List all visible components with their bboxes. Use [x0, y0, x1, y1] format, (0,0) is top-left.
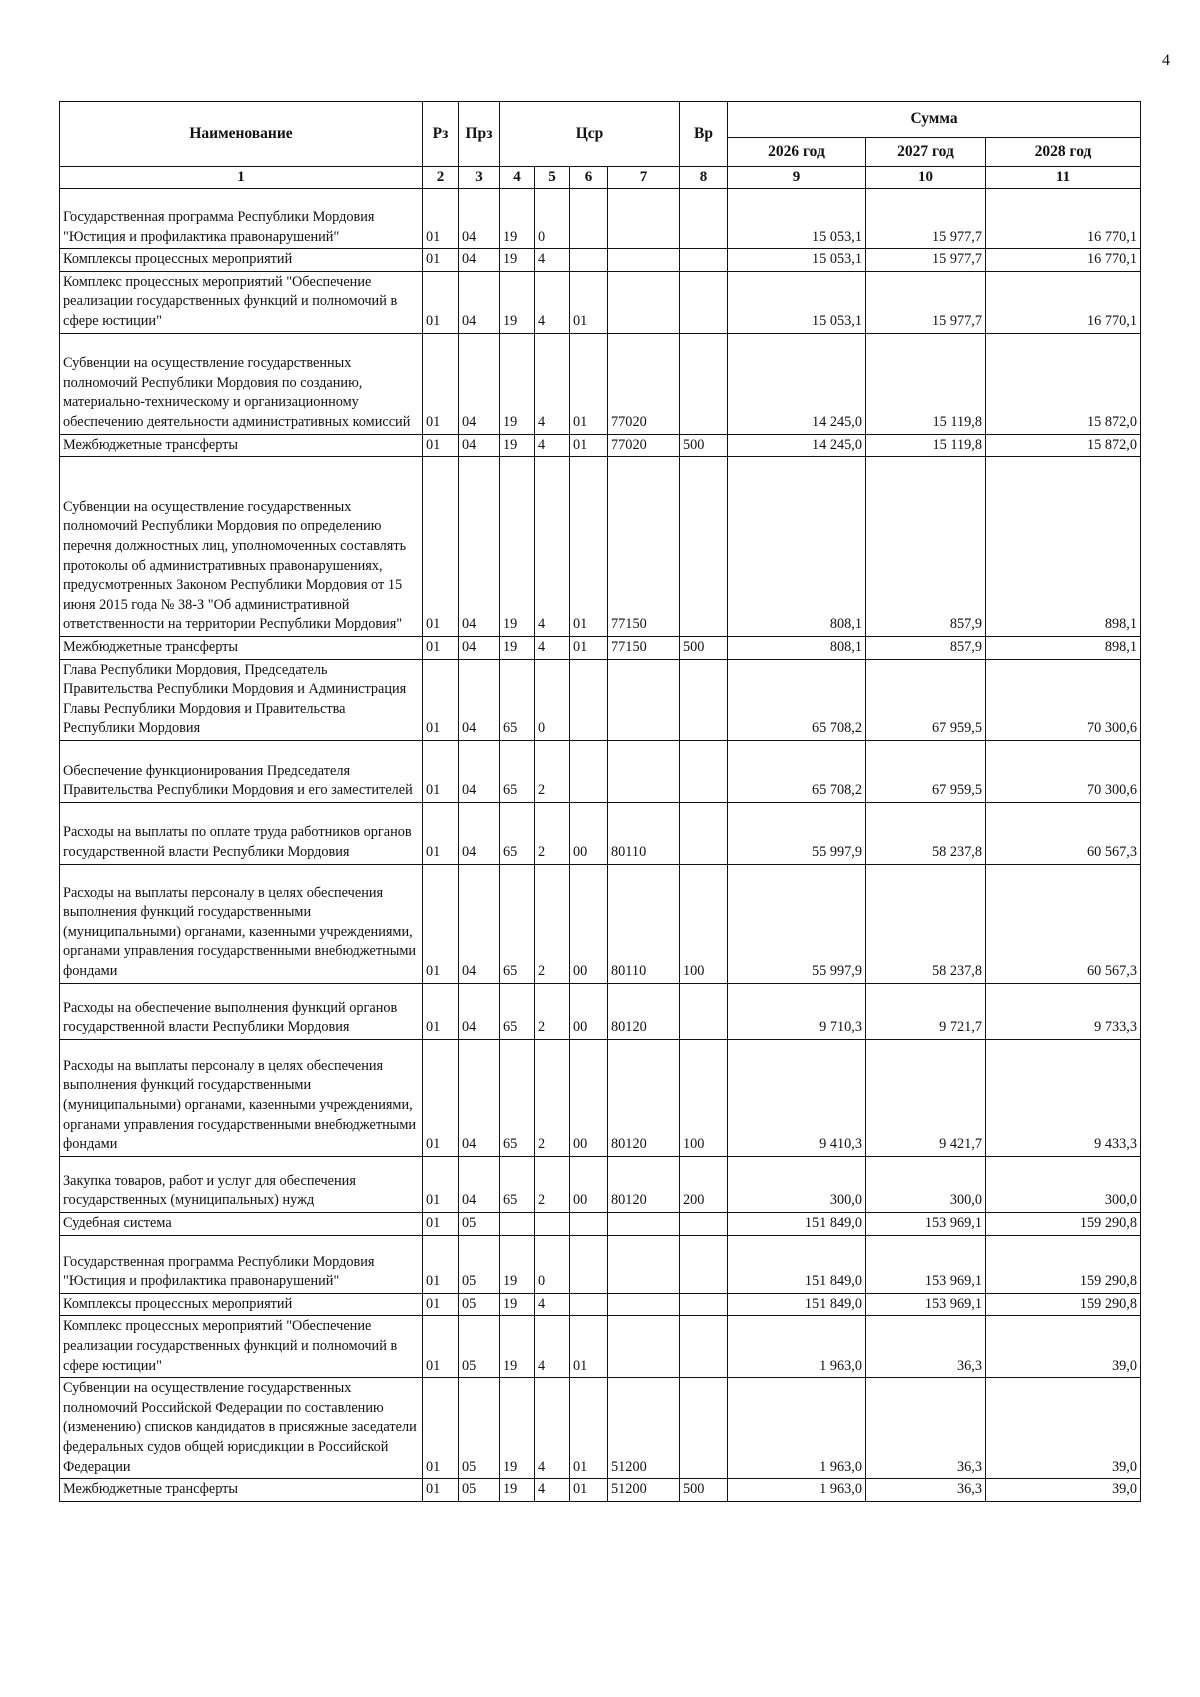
vr-code	[680, 333, 728, 434]
vr-code: 500	[680, 1479, 728, 1502]
amount-2028: 9 733,3	[986, 983, 1141, 1039]
amount-2027: 15 119,8	[866, 434, 986, 457]
amount-2026: 1 963,0	[728, 1378, 866, 1479]
table-row	[60, 636, 1141, 659]
csr-code-2: 4	[535, 249, 570, 272]
vr-code: 100	[680, 1039, 728, 1156]
header-year-2026: 2026 год	[728, 138, 866, 167]
vr-code	[680, 1378, 728, 1479]
csr-code-2: 4	[535, 1316, 570, 1378]
table-row	[60, 983, 1141, 1039]
csr-code-4	[608, 1293, 680, 1316]
csr-code-3	[570, 189, 608, 249]
csr-code-3: 00	[570, 1039, 608, 1156]
amount-2027: 15 977,7	[866, 249, 986, 272]
amount-2026: 55 997,9	[728, 802, 866, 864]
table-row	[60, 1156, 1141, 1212]
row-name: Закупка товаров, работ и услуг для обеспечения государственных (муниципальных) нужд	[60, 1156, 423, 1212]
column-number: 4	[500, 167, 535, 189]
column-number: 6	[570, 167, 608, 189]
csr-code-2: 4	[535, 1479, 570, 1502]
table-row	[60, 434, 1141, 457]
csr-code-2: 0	[535, 189, 570, 249]
csr-code-1: 19	[500, 1293, 535, 1316]
row-name: Расходы на выплаты по оплате труда работников органов государственной власти Республики Мордовия	[60, 802, 423, 864]
csr-code-3: 00	[570, 864, 608, 983]
csr-code-2: 4	[535, 1378, 570, 1479]
amount-2027: 857,9	[866, 636, 986, 659]
csr-code-1: 65	[500, 983, 535, 1039]
row-name: Комплексы процессных мероприятий	[60, 249, 423, 272]
prz-code: 04	[459, 864, 500, 983]
column-number: 1	[60, 167, 423, 189]
prz-code: 04	[459, 636, 500, 659]
amount-2027: 9 421,7	[866, 1039, 986, 1156]
rz-code: 01	[423, 659, 459, 740]
amount-2028: 60 567,3	[986, 802, 1141, 864]
prz-code: 04	[459, 802, 500, 864]
csr-code-1: 65	[500, 659, 535, 740]
amount-2028: 39,0	[986, 1479, 1141, 1502]
rz-code: 01	[423, 636, 459, 659]
header-year-2027: 2027 год	[866, 138, 986, 167]
row-name: Государственная программа Республики Мордовия "Юстиция и профилактика правонарушений"	[60, 189, 423, 249]
row-name: Расходы на обеспечение выполнения функций органов государственной власти Республики Мордовия	[60, 983, 423, 1039]
prz-code: 04	[459, 333, 500, 434]
csr-code-4: 77020	[608, 333, 680, 434]
csr-code-4	[608, 249, 680, 272]
table-row	[60, 1235, 1141, 1293]
table-row	[60, 802, 1141, 864]
vr-code	[680, 271, 728, 333]
table-row	[60, 659, 1141, 740]
prz-code: 04	[459, 457, 500, 637]
csr-code-3	[570, 1235, 608, 1293]
column-number: 11	[986, 167, 1141, 189]
amount-2027: 153 969,1	[866, 1212, 986, 1235]
column-number: 3	[459, 167, 500, 189]
rz-code: 01	[423, 1156, 459, 1212]
amount-2026: 15 053,1	[728, 271, 866, 333]
amount-2026: 9 710,3	[728, 983, 866, 1039]
prz-code: 04	[459, 249, 500, 272]
row-name: Расходы на выплаты персоналу в целях обеспечения выполнения функций государственными (муниципальными) органами, казенными учреждениями, органами управления государственными внебюджетными фондами	[60, 864, 423, 983]
csr-code-4: 80110	[608, 802, 680, 864]
csr-code-2: 2	[535, 740, 570, 802]
csr-code-4	[608, 740, 680, 802]
csr-code-3: 01	[570, 1479, 608, 1502]
amount-2028: 300,0	[986, 1156, 1141, 1212]
prz-code: 04	[459, 1039, 500, 1156]
amount-2028: 60 567,3	[986, 864, 1141, 983]
csr-code-2: 4	[535, 1293, 570, 1316]
header-rz: Рз	[423, 102, 459, 167]
vr-code	[680, 659, 728, 740]
amount-2026: 55 997,9	[728, 864, 866, 983]
amount-2027: 857,9	[866, 457, 986, 637]
amount-2026: 15 053,1	[728, 189, 866, 249]
amount-2028: 898,1	[986, 636, 1141, 659]
rz-code: 01	[423, 1039, 459, 1156]
prz-code: 05	[459, 1212, 500, 1235]
prz-code: 04	[459, 740, 500, 802]
header-prz: Прз	[459, 102, 500, 167]
rz-code: 01	[423, 740, 459, 802]
csr-code-4	[608, 659, 680, 740]
amount-2026: 1 963,0	[728, 1479, 866, 1502]
table-row	[60, 1039, 1141, 1156]
row-name: Субвенции на осуществление государственных полномочий Республики Мордовия по созданию, материально-техническому и организационному обеспечению деятельности административных комиссий	[60, 333, 423, 434]
budget-table	[59, 101, 1141, 1502]
rz-code: 01	[423, 1378, 459, 1479]
csr-code-1: 19	[500, 189, 535, 249]
table-row	[60, 249, 1141, 272]
column-number: 7	[608, 167, 680, 189]
header-vr: Вр	[680, 102, 728, 167]
csr-code-3: 01	[570, 636, 608, 659]
column-number-row	[60, 167, 1141, 189]
amount-2028: 39,0	[986, 1378, 1141, 1479]
amount-2026: 14 245,0	[728, 434, 866, 457]
rz-code: 01	[423, 1235, 459, 1293]
amount-2026: 808,1	[728, 457, 866, 637]
amount-2028: 9 433,3	[986, 1039, 1141, 1156]
table-row	[60, 1479, 1141, 1502]
csr-code-3: 01	[570, 333, 608, 434]
vr-code	[680, 1235, 728, 1293]
csr-code-4: 80120	[608, 1156, 680, 1212]
csr-code-1: 65	[500, 802, 535, 864]
amount-2026: 65 708,2	[728, 659, 866, 740]
amount-2026: 15 053,1	[728, 249, 866, 272]
csr-code-2: 4	[535, 636, 570, 659]
vr-code: 200	[680, 1156, 728, 1212]
header-sum: Сумма	[728, 102, 1141, 138]
amount-2027: 15 119,8	[866, 333, 986, 434]
row-name: Комплексы процессных мероприятий	[60, 1293, 423, 1316]
csr-code-2: 0	[535, 659, 570, 740]
amount-2027: 58 237,8	[866, 864, 986, 983]
amount-2027: 153 969,1	[866, 1293, 986, 1316]
csr-code-4	[608, 189, 680, 249]
rz-code: 01	[423, 1212, 459, 1235]
csr-code-3	[570, 659, 608, 740]
csr-code-1: 19	[500, 434, 535, 457]
csr-code-4	[608, 1212, 680, 1235]
csr-code-4	[608, 1235, 680, 1293]
vr-code	[680, 1293, 728, 1316]
vr-code	[680, 802, 728, 864]
rz-code: 01	[423, 983, 459, 1039]
row-name: Расходы на выплаты персоналу в целях обеспечения выполнения функций государственными (муниципальными) органами, казенными учреждениями, органами управления государственными внебюджетными фондами	[60, 1039, 423, 1156]
column-number: 5	[535, 167, 570, 189]
amount-2027: 58 237,8	[866, 802, 986, 864]
table-row	[60, 1212, 1141, 1235]
prz-code: 04	[459, 434, 500, 457]
table-row	[60, 189, 1141, 249]
prz-code: 04	[459, 189, 500, 249]
csr-code-1: 19	[500, 271, 535, 333]
csr-code-2: 4	[535, 333, 570, 434]
csr-code-3: 00	[570, 1156, 608, 1212]
table-row	[60, 864, 1141, 983]
amount-2027: 67 959,5	[866, 740, 986, 802]
csr-code-3	[570, 1212, 608, 1235]
amount-2026: 808,1	[728, 636, 866, 659]
rz-code: 01	[423, 1479, 459, 1502]
csr-code-1: 19	[500, 1316, 535, 1378]
amount-2027: 36,3	[866, 1378, 986, 1479]
amount-2026: 1 963,0	[728, 1316, 866, 1378]
table-row	[60, 271, 1141, 333]
prz-code: 05	[459, 1479, 500, 1502]
column-number: 8	[680, 167, 728, 189]
amount-2026: 151 849,0	[728, 1212, 866, 1235]
row-name: Обеспечение функционирования Председателя Правительства Республики Мордовия и его заместителей	[60, 740, 423, 802]
amount-2026: 14 245,0	[728, 333, 866, 434]
amount-2028: 898,1	[986, 457, 1141, 637]
csr-code-4: 77150	[608, 457, 680, 637]
header-year-2028: 2028 год	[986, 138, 1141, 167]
rz-code: 01	[423, 333, 459, 434]
vr-code	[680, 1316, 728, 1378]
csr-code-1: 65	[500, 864, 535, 983]
row-name: Государственная программа Республики Мордовия "Юстиция и профилактика правонарушений"	[60, 1235, 423, 1293]
prz-code: 05	[459, 1235, 500, 1293]
vr-code	[680, 457, 728, 637]
amount-2027: 15 977,7	[866, 189, 986, 249]
amount-2026: 300,0	[728, 1156, 866, 1212]
row-name: Судебная система	[60, 1212, 423, 1235]
csr-code-3: 01	[570, 434, 608, 457]
csr-code-1: 65	[500, 1039, 535, 1156]
row-name: Межбюджетные трансферты	[60, 434, 423, 457]
vr-code	[680, 983, 728, 1039]
csr-code-3	[570, 249, 608, 272]
prz-code: 05	[459, 1293, 500, 1316]
csr-code-3: 01	[570, 457, 608, 637]
amount-2028: 70 300,6	[986, 659, 1141, 740]
amount-2028: 39,0	[986, 1316, 1141, 1378]
amount-2026: 151 849,0	[728, 1293, 866, 1316]
rz-code: 01	[423, 802, 459, 864]
csr-code-3: 00	[570, 802, 608, 864]
amount-2026: 9 410,3	[728, 1039, 866, 1156]
amount-2027: 36,3	[866, 1316, 986, 1378]
csr-code-2: 2	[535, 983, 570, 1039]
csr-code-3: 01	[570, 1316, 608, 1378]
csr-code-1: 19	[500, 333, 535, 434]
csr-code-2: 4	[535, 434, 570, 457]
prz-code: 04	[459, 983, 500, 1039]
csr-code-3: 00	[570, 983, 608, 1039]
amount-2027: 67 959,5	[866, 659, 986, 740]
csr-code-1: 19	[500, 249, 535, 272]
amount-2028: 16 770,1	[986, 249, 1141, 272]
vr-code	[680, 189, 728, 249]
csr-code-4	[608, 1316, 680, 1378]
csr-code-1: 19	[500, 457, 535, 637]
page-number: 4	[1162, 52, 1170, 69]
header-name: Наименование	[60, 102, 423, 167]
csr-code-1: 19	[500, 636, 535, 659]
row-name: Субвенции на осуществление государственных полномочий Республики Мордовия по определению перечня должностных лиц, уполномоченных составлять протоколы об административных правонарушениях, предусмотренных Законом Республики Мордовия от 15 июня 2015 года № 38-З "Об административной ответственности на территории Республики Мордовия"	[60, 457, 423, 637]
prz-code: 04	[459, 271, 500, 333]
prz-code: 05	[459, 1316, 500, 1378]
csr-code-2	[535, 1212, 570, 1235]
rz-code: 01	[423, 249, 459, 272]
rz-code: 01	[423, 457, 459, 637]
prz-code: 05	[459, 1378, 500, 1479]
csr-code-3	[570, 740, 608, 802]
amount-2027: 153 969,1	[866, 1235, 986, 1293]
amount-2026: 65 708,2	[728, 740, 866, 802]
vr-code: 100	[680, 864, 728, 983]
rz-code: 01	[423, 1316, 459, 1378]
csr-code-4: 80120	[608, 983, 680, 1039]
rz-code: 01	[423, 1293, 459, 1316]
table-row	[60, 1316, 1141, 1378]
amount-2028: 159 290,8	[986, 1212, 1141, 1235]
vr-code	[680, 249, 728, 272]
amount-2028: 159 290,8	[986, 1293, 1141, 1316]
row-name: Глава Республики Мордовия, Председатель Правительства Республики Мордовия и Администрация Главы Республики Мордовия и Правительства Республики Мордовия	[60, 659, 423, 740]
csr-code-1: 19	[500, 1235, 535, 1293]
csr-code-3: 01	[570, 271, 608, 333]
table-row	[60, 457, 1141, 637]
csr-code-2: 2	[535, 864, 570, 983]
amount-2027: 300,0	[866, 1156, 986, 1212]
vr-code: 500	[680, 434, 728, 457]
csr-code-1: 19	[500, 1378, 535, 1479]
csr-code-2: 4	[535, 271, 570, 333]
csr-code-3	[570, 1293, 608, 1316]
csr-code-4: 51200	[608, 1378, 680, 1479]
csr-code-2: 2	[535, 802, 570, 864]
rz-code: 01	[423, 271, 459, 333]
csr-code-4: 77150	[608, 636, 680, 659]
rz-code: 01	[423, 864, 459, 983]
csr-code-4: 51200	[608, 1479, 680, 1502]
csr-code-1: 65	[500, 1156, 535, 1212]
vr-code	[680, 740, 728, 802]
amount-2028: 15 872,0	[986, 434, 1141, 457]
prz-code: 04	[459, 659, 500, 740]
csr-code-1: 65	[500, 740, 535, 802]
amount-2026: 151 849,0	[728, 1235, 866, 1293]
amount-2028: 15 872,0	[986, 333, 1141, 434]
csr-code-1	[500, 1212, 535, 1235]
column-number: 2	[423, 167, 459, 189]
header-csr: Цср	[500, 102, 680, 167]
row-name: Комплекс процессных мероприятий "Обеспечение реализации государственных функций и полномочий в сфере юстиции"	[60, 1316, 423, 1378]
csr-code-2: 2	[535, 1039, 570, 1156]
csr-code-4: 77020	[608, 434, 680, 457]
rz-code: 01	[423, 434, 459, 457]
vr-code	[680, 1212, 728, 1235]
amount-2028: 16 770,1	[986, 189, 1141, 249]
row-name: Межбюджетные трансферты	[60, 1479, 423, 1502]
table-row	[60, 1293, 1141, 1316]
amount-2027: 36,3	[866, 1479, 986, 1502]
csr-code-4	[608, 271, 680, 333]
csr-code-1: 19	[500, 1479, 535, 1502]
amount-2027: 15 977,7	[866, 271, 986, 333]
csr-code-4: 80120	[608, 1039, 680, 1156]
table-row	[60, 333, 1141, 434]
amount-2028: 16 770,1	[986, 271, 1141, 333]
csr-code-3: 01	[570, 1378, 608, 1479]
row-name: Комплекс процессных мероприятий "Обеспечение реализации государственных функций и полномочий в сфере юстиции"	[60, 271, 423, 333]
amount-2028: 159 290,8	[986, 1235, 1141, 1293]
rz-code: 01	[423, 189, 459, 249]
amount-2028: 70 300,6	[986, 740, 1141, 802]
prz-code: 04	[459, 1156, 500, 1212]
csr-code-2: 0	[535, 1235, 570, 1293]
vr-code: 500	[680, 636, 728, 659]
csr-code-2: 2	[535, 1156, 570, 1212]
amount-2027: 9 721,7	[866, 983, 986, 1039]
table-row	[60, 740, 1141, 802]
csr-code-2: 4	[535, 457, 570, 637]
table-row	[60, 1378, 1141, 1479]
column-number: 9	[728, 167, 866, 189]
row-name: Межбюджетные трансферты	[60, 636, 423, 659]
csr-code-4: 80110	[608, 864, 680, 983]
column-number: 10	[866, 167, 986, 189]
row-name: Субвенции на осуществление государственных полномочий Российской Федерации по составлению (изменению) списков кандидатов в присяжные заседатели федеральных судов общей юрисдикции в Российской Федерации	[60, 1378, 423, 1479]
